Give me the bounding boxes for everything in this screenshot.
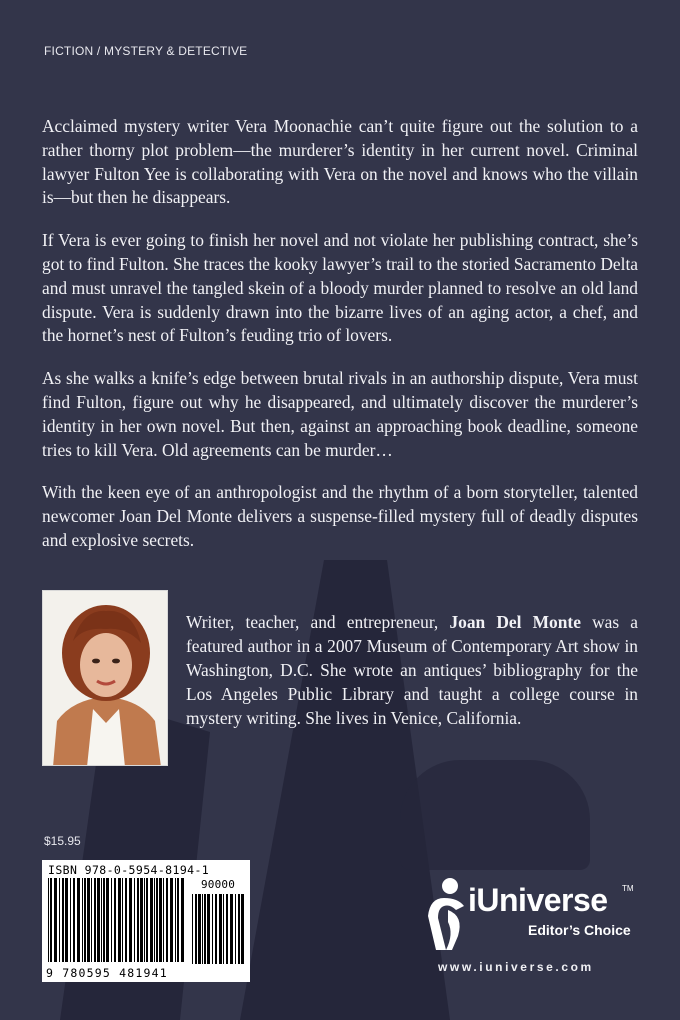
background-silhouette xyxy=(400,760,590,870)
barcode-bar xyxy=(223,894,224,964)
barcode-bar xyxy=(87,878,90,962)
publisher-logo[interactable] xyxy=(424,876,644,956)
barcode-bar xyxy=(238,894,240,964)
barcode-bar xyxy=(114,878,116,962)
barcode-bar xyxy=(111,878,112,962)
barcode-bar xyxy=(215,894,217,964)
isbn-text: ISBN 978-0-5954-8194-1 xyxy=(48,863,210,877)
barcode-bar xyxy=(154,878,155,962)
publisher-figure-icon xyxy=(424,876,468,952)
barcode-bar xyxy=(159,878,162,962)
author-bio xyxy=(186,610,638,730)
barcode-bar xyxy=(198,894,201,964)
barcode-bar xyxy=(175,878,176,962)
barcode-bar xyxy=(177,878,179,962)
barcode-bar xyxy=(241,894,244,964)
barcode-bar xyxy=(65,878,68,962)
barcode-bar xyxy=(125,878,127,962)
author-portrait-image xyxy=(43,591,168,766)
trademark-mark: TM xyxy=(622,884,634,893)
barcode-bar xyxy=(207,894,210,964)
barcode-bar xyxy=(77,878,80,962)
barcode-bar xyxy=(226,894,228,964)
barcode-bar xyxy=(118,878,121,962)
cover-blurb xyxy=(42,115,638,572)
barcode-bar xyxy=(235,894,236,964)
isbn-barcode xyxy=(42,860,250,982)
barcode-bar xyxy=(166,878,168,962)
barcode-bar xyxy=(97,878,100,962)
barcode-bar xyxy=(59,878,60,962)
barcode-bar xyxy=(181,878,184,962)
bio-intro: Writer, teacher, and entrepreneur, xyxy=(186,612,450,632)
barcode-bar xyxy=(202,894,203,964)
publisher-tagline: Editor’s Choice xyxy=(528,922,631,938)
barcode-bar xyxy=(134,878,135,962)
bio-author-name: Joan Del Monte xyxy=(449,612,581,632)
barcode-bar xyxy=(50,878,52,962)
barcode-bar xyxy=(230,894,233,964)
barcode-bar xyxy=(212,894,213,964)
barcode-bar xyxy=(163,878,164,962)
barcode-bar xyxy=(170,878,173,962)
blurb-paragraph: If Vera is ever going to finish her novel and not violate her publishing contract, she’s got to find Fulton. She traces the kooky lawyer’s trail to the storied Sacramento Delta and must unravel the tangled skein of a bloody murder planned to resolve an old land dispute. Vera is suddenly drawn into the bizarre lives of an aging actor, a chef, and the hornet’s nest of Fulton’s feuding trio of lovers. xyxy=(42,230,638,346)
barcode-bar xyxy=(62,878,64,962)
barcode-bar xyxy=(140,878,143,962)
author-photo xyxy=(42,590,168,766)
barcode-bar xyxy=(192,894,193,964)
bio-text: was a featured author in a 2007 Museum of Contemporary Art show in Washington, D.C. She wrote an antiques’ bibliography for the Los Angeles Public Library and taught a college course in mystery writing. She lives in Venice, California. xyxy=(186,612,638,728)
barcode-bar xyxy=(129,878,132,962)
barcode-bar xyxy=(70,878,71,962)
publisher-url[interactable]: www.iuniverse.com xyxy=(438,960,594,974)
barcode-bar xyxy=(156,878,158,962)
barcode-bar xyxy=(204,894,206,964)
barcode-digits: 9 780595 481941 xyxy=(46,966,168,980)
barcode-bars xyxy=(48,878,184,962)
barcode-bar xyxy=(101,878,102,962)
barcode-bar xyxy=(195,894,197,964)
barcode-bar xyxy=(106,878,109,962)
barcode-bar xyxy=(91,878,92,962)
blurb-paragraph: With the keen eye of an anthropologist and the rhythm of a born storyteller, talented newcomer Joan Del Monte delivers a suspense-filled mystery full of deadly disputes and explosive secrets. xyxy=(42,482,638,550)
barcode-bar xyxy=(82,878,83,962)
barcode-bar xyxy=(122,878,123,962)
barcode-bar xyxy=(84,878,86,962)
barcode-bar xyxy=(103,878,105,962)
barcode-bar xyxy=(94,878,96,962)
blurb-paragraph: As she walks a knife’s edge between brutal rivals in an authorship dispute, Vera must find Fulton, figure out why he disappeared, and ultimately discover the murderer’s identity in her own novel. But then, against an approaching book deadline, someone tries to kill Vera. Old agreements can be murder… xyxy=(42,368,638,460)
barcode-bar xyxy=(137,878,139,962)
blurb-paragraph: Acclaimed mystery writer Vera Moonachie can’t quite figure out the solution to a rather thorny plot problem—the murderer’s identity in her current novel. Criminal lawyer Fulton Yee is collaborating with Vera on the novel and knows who the villain is—but then he disappears. xyxy=(42,116,638,208)
barcode-bar xyxy=(144,878,145,962)
barcode-bar xyxy=(150,878,153,962)
price-label: $15.95 xyxy=(44,834,81,848)
barcode-bar xyxy=(48,878,49,962)
publisher-name: iUniverse xyxy=(468,882,608,918)
barcode-bar xyxy=(146,878,148,962)
category-label: FICTION / MYSTERY & DETECTIVE xyxy=(44,44,248,58)
barcode-bar xyxy=(54,878,57,962)
barcode-addon-digits: 90000 xyxy=(200,878,236,891)
barcode-addon-bars xyxy=(192,894,246,974)
barcode-bar xyxy=(73,878,75,962)
barcode-bar xyxy=(219,894,222,964)
